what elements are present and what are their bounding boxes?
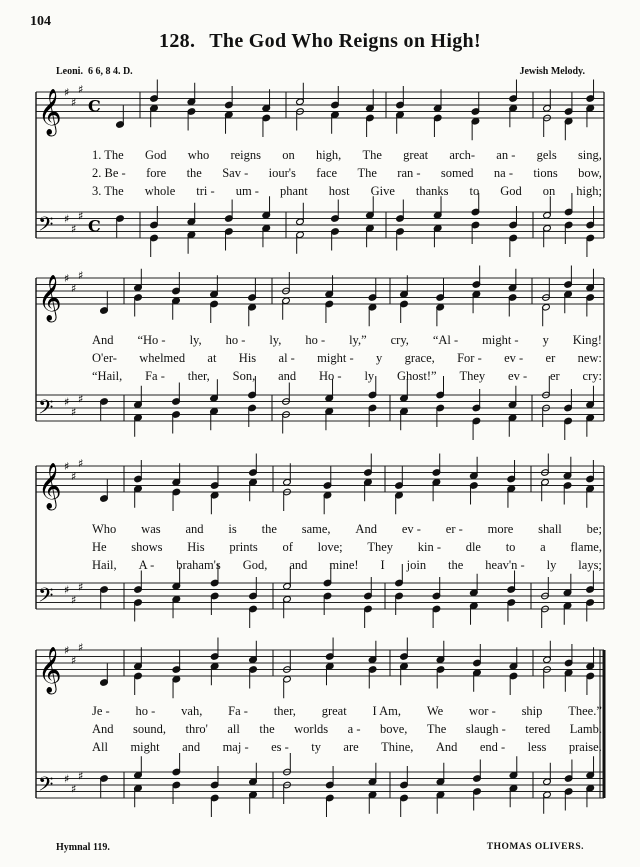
lyric-syllable: prints — [229, 540, 258, 554]
lyric-syllable: tered — [525, 722, 551, 736]
lyric-syllable: ho - — [225, 333, 246, 347]
lyric-syllable: ly, — [269, 333, 282, 347]
lyric-syllable: sing, — [577, 148, 602, 162]
lyric-syllable: arch- — [449, 148, 476, 162]
lyric-syllable: grace, — [404, 351, 435, 365]
lyric-syllable: “Hail, — [92, 369, 123, 383]
sharp-sign: ♯ — [71, 782, 77, 796]
sharp-sign: ♯ — [78, 392, 84, 406]
sharp-sign: ♯ — [78, 640, 84, 654]
lyric-syllable: iour's — [268, 166, 296, 180]
lyric-line — [92, 351, 602, 365]
lyric-syllable: reigns — [230, 148, 261, 162]
lyric-syllable: Give — [370, 184, 395, 198]
lyric-syllable: vah, — [181, 704, 203, 718]
lyric-syllable: I — [380, 558, 385, 572]
lyric-syllable: y — [542, 333, 549, 347]
bass-clef: 𝄢 — [38, 583, 54, 612]
lyric-syllable: The — [426, 722, 447, 736]
lyric-line — [92, 148, 602, 162]
lyric-syllable: O'er- — [92, 351, 117, 365]
treble-clef: 𝄞 — [38, 463, 62, 509]
lyric-syllable: host — [328, 184, 350, 198]
lyric-syllable: of — [282, 540, 293, 554]
lyric-syllable: less — [527, 740, 547, 754]
lyric-syllable: love; — [317, 540, 343, 554]
lyric-syllable: wor - — [469, 704, 496, 718]
lyric-syllable: es - — [271, 740, 289, 754]
lyric-syllable: shall — [538, 522, 562, 536]
lyric-syllable: ho - — [305, 333, 326, 347]
lyric-syllable: Lamb. — [569, 722, 602, 736]
lyric-syllable: al - — [278, 351, 295, 365]
lyric-syllable: King! — [572, 333, 602, 347]
lyric-syllable: a - — [347, 722, 361, 736]
lyric-line — [92, 166, 602, 180]
lyric-syllable: And — [92, 333, 114, 347]
lyric-syllable: the — [259, 722, 275, 736]
sharp-sign: ♯ — [71, 405, 77, 419]
lyric-syllable: more — [487, 522, 514, 536]
lyric-syllable: And — [355, 522, 377, 536]
lyric-syllable: kin - — [417, 540, 441, 554]
lyric-syllable: thanks — [415, 184, 449, 198]
lyric-syllable: All — [92, 740, 108, 754]
lyric-syllable: tions — [533, 166, 558, 180]
lyric-syllable: tri - — [196, 184, 215, 198]
lyric-syllable: an - — [496, 148, 516, 162]
lyric-syllable: And — [435, 740, 458, 754]
lyric-syllable: a — [540, 540, 546, 554]
lyric-line — [92, 333, 602, 347]
lyric-syllable: and — [289, 558, 308, 572]
lyric-syllable: “Ho - — [137, 333, 166, 347]
lyric-syllable: be; — [586, 522, 602, 536]
lyric-syllable: Hail, — [92, 558, 117, 572]
sharp-sign: ♯ — [64, 583, 70, 597]
lyric-syllable: who — [187, 148, 210, 162]
lyric-syllable: He — [92, 540, 107, 554]
lyric-syllable: I Am, — [372, 704, 401, 718]
lyric-syllable: God — [500, 184, 522, 198]
lyric-syllable: For - — [457, 351, 482, 365]
sharp-sign: ♯ — [71, 469, 77, 483]
lyric-syllable: thro' — [185, 722, 208, 736]
footer-author: THOMAS OLIVERS. — [486, 842, 584, 852]
lyric-syllable: praise. — [568, 740, 602, 754]
lyric-syllable: end - — [479, 740, 506, 754]
lyric-syllable: um - — [235, 184, 259, 198]
lyric-syllable: Thine, — [381, 740, 414, 754]
lyric-syllable: to — [469, 184, 480, 198]
lyric-line — [92, 522, 602, 536]
hymn-number: 128. — [159, 30, 196, 52]
lyric-syllable: And — [92, 722, 114, 736]
sharp-sign: ♯ — [64, 212, 70, 226]
lyric-line — [92, 540, 602, 554]
lyric-syllable: ship — [521, 704, 543, 718]
lyric-syllable: Who — [92, 522, 117, 536]
lyric-syllable: mine! — [329, 558, 359, 572]
lyric-syllable: flame, — [570, 540, 602, 554]
lyric-syllable: all — [227, 722, 240, 736]
lyric-syllable: The — [357, 166, 377, 180]
lyric-syllable: Fa - — [145, 369, 165, 383]
lyric-line — [92, 722, 602, 736]
lyric-syllable: heav'n - — [485, 558, 525, 572]
sharp-sign: ♯ — [78, 456, 84, 470]
lyric-syllable: They — [367, 540, 394, 554]
lyric-syllable: face — [316, 166, 338, 180]
common-time-signature: C — [88, 216, 101, 236]
sharp-sign: ♯ — [78, 580, 84, 594]
lyric-syllable: and — [185, 522, 204, 536]
lyric-syllable: cry: — [582, 369, 602, 383]
sharp-sign: ♯ — [64, 272, 70, 285]
lyric-syllable: ther, — [273, 704, 296, 718]
lyric-syllable: The — [362, 148, 382, 162]
lyric-syllable: ly — [364, 369, 375, 383]
meter-text: 6 6, 8 4. D. — [87, 66, 133, 77]
common-time-signature: C — [88, 96, 101, 116]
treble-clef: 𝄞 — [38, 275, 62, 321]
sharp-sign: ♯ — [64, 772, 70, 786]
lyric-syllable: same, — [301, 522, 331, 536]
lyric-syllable: 2. Be - — [92, 166, 126, 180]
lyric-syllable: y — [375, 351, 383, 365]
sharp-sign: ♯ — [71, 222, 77, 236]
lyric-syllable: the — [186, 166, 202, 180]
hymn-title-text: The God Who Reigns on High! — [209, 30, 481, 52]
lyric-syllable: Je - — [92, 704, 110, 718]
bass-clef: 𝄢 — [38, 395, 54, 424]
sharp-sign: ♯ — [64, 644, 70, 657]
lyric-syllable: was — [141, 522, 161, 536]
lyric-syllable: 1. The — [92, 148, 124, 162]
lyric-syllable: er — [549, 369, 560, 383]
lyric-syllable: ly,” — [349, 333, 367, 347]
lyric-syllable: bow, — [578, 166, 602, 180]
lyric-syllable: “Al - — [432, 333, 459, 347]
lyric-syllable: ev - — [508, 369, 528, 383]
sharp-sign: ♯ — [71, 593, 77, 607]
lyric-syllable: Son, — [232, 369, 256, 383]
bass-clef: 𝄢 — [38, 772, 54, 801]
lyric-syllable: Thee.” — [568, 704, 602, 718]
lyric-syllable: ly — [546, 558, 557, 572]
lyric-syllable: the — [261, 522, 277, 536]
sharp-sign: ♯ — [78, 769, 84, 783]
lyric-syllable: are — [343, 740, 359, 754]
lyric-line — [92, 704, 602, 718]
sharp-sign: ♯ — [78, 268, 84, 282]
page-number: 104 — [30, 14, 51, 29]
lyric-syllable: er - — [445, 522, 463, 536]
lyric-syllable: the — [448, 558, 464, 572]
lyric-syllable: Sav - — [222, 166, 249, 180]
lyric-syllable: at — [207, 351, 217, 365]
sharp-sign: ♯ — [78, 209, 84, 223]
lyric-syllable: ly, — [189, 333, 202, 347]
sharp-sign: ♯ — [71, 653, 77, 667]
lyric-line — [92, 558, 602, 572]
lyric-syllable: cry, — [390, 333, 409, 347]
lyric-syllable: whole — [144, 184, 176, 198]
lyric-syllable: Ho - — [319, 369, 342, 383]
lyric-syllable: gels — [536, 148, 557, 162]
lyric-syllable: high; — [576, 184, 602, 198]
treble-clef: 𝄞 — [38, 89, 62, 135]
lyric-syllable: ev - — [401, 522, 421, 536]
lyric-syllable: high, — [315, 148, 342, 162]
bass-clef: 𝄢 — [38, 212, 54, 241]
lyric-syllable: lays; — [578, 558, 602, 572]
lyric-syllable: God — [144, 148, 167, 162]
lyric-line — [92, 184, 602, 198]
lyric-syllable: dle — [465, 540, 481, 554]
lyric-syllable: somed — [440, 166, 474, 180]
sharp-sign: ♯ — [64, 460, 70, 473]
sharp-sign: ♯ — [64, 86, 70, 99]
lyric-syllable: His — [187, 540, 205, 554]
lyric-syllable: great — [403, 148, 429, 162]
lyric-syllable: shows — [131, 540, 163, 554]
lyric-syllable: phant — [279, 184, 308, 198]
lyric-syllable: We — [426, 704, 444, 718]
lyric-syllable: join — [406, 558, 427, 572]
lyric-syllable: slaugh - — [465, 722, 506, 736]
lyric-syllable: might — [130, 740, 160, 754]
sharp-sign: ♯ — [71, 95, 77, 109]
lyric-syllable: bove, — [379, 722, 408, 736]
lyric-syllable: on — [282, 148, 295, 162]
lyric-syllable: braham's — [176, 558, 221, 572]
tune-name-text: Leoni. — [56, 66, 83, 77]
lyric-syllable: and — [182, 740, 201, 754]
footer-hymnal-reference: Hymnal 119. — [56, 842, 110, 853]
lyric-syllable: Fa - — [228, 704, 248, 718]
lyric-syllable: might - — [482, 333, 519, 347]
lyric-syllable: Ghost!” — [397, 369, 437, 383]
lyric-syllable: might - — [317, 351, 354, 365]
sharp-sign: ♯ — [78, 82, 84, 96]
lyric-syllable: ty — [311, 740, 321, 754]
lyric-syllable: They — [459, 369, 486, 383]
lyric-line — [92, 740, 602, 754]
lyric-syllable: sound, — [133, 722, 167, 736]
treble-clef: 𝄞 — [38, 647, 62, 693]
tune-source: Jewish Melody. — [519, 66, 585, 77]
lyric-syllable: ran - — [397, 166, 421, 180]
lyric-syllable: to — [505, 540, 516, 554]
lyric-syllable: great — [321, 704, 347, 718]
lyric-syllable: new: — [577, 351, 602, 365]
lyric-syllable: ther, — [187, 369, 210, 383]
sharp-sign: ♯ — [71, 281, 77, 295]
lyric-syllable: maj - — [222, 740, 249, 754]
lyric-syllable: A - — [138, 558, 155, 572]
lyric-syllable: fore — [146, 166, 167, 180]
lyric-syllable: 3. The — [92, 184, 124, 198]
lyric-syllable: on — [542, 184, 556, 198]
lyric-syllable: His — [238, 351, 257, 365]
lyric-syllable: na - — [493, 166, 514, 180]
sharp-sign: ♯ — [64, 395, 70, 409]
lyric-syllable: and — [278, 369, 297, 383]
lyric-syllable: worlds — [294, 722, 329, 736]
lyric-syllable: whelmed — [139, 351, 186, 365]
lyric-syllable: ev - — [504, 351, 524, 365]
lyric-syllable: er — [545, 351, 556, 365]
lyric-syllable: ho - — [135, 704, 156, 718]
lyric-syllable: God, — [242, 558, 268, 572]
lyric-line — [92, 369, 602, 383]
lyric-syllable: is — [228, 522, 237, 536]
